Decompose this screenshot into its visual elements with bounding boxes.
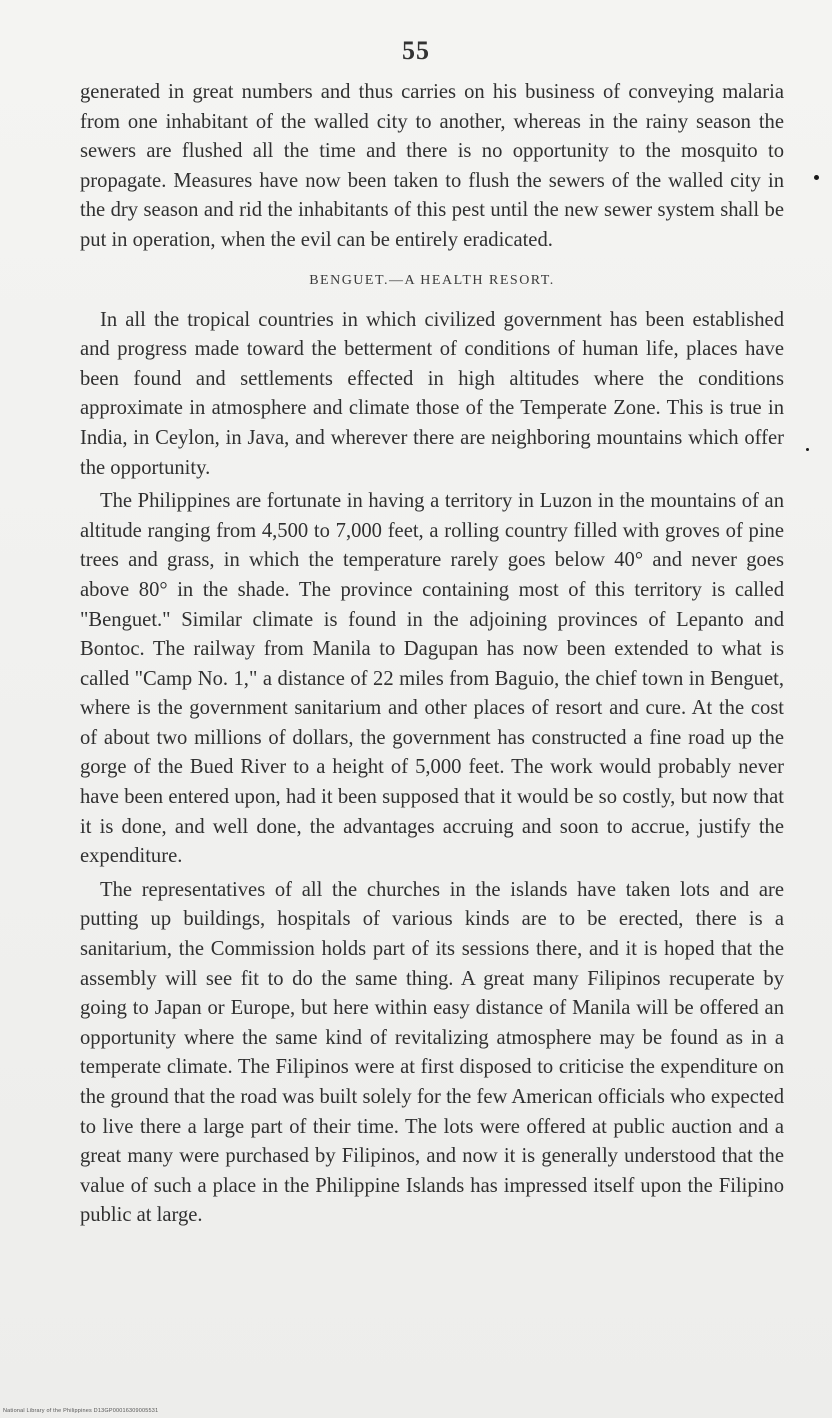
scan-credit-footer: National Library of the Philippines D13GP00016309005531 — [3, 1408, 159, 1414]
paragraph-malaria: generated in great numbers and thus carries on his business of conveying malaria from one inhabitant of the walled city to another, whereas in the rainy season the sewers are flushed all the time and there is no opportunity to the mosquito to propagate. Measures have now been taken to flush the sewers of the walled city in the dry season and rid the inhabitants of this pest until the new sewer system shall be put in operation, when the evil can be entirely eradicated. — [80, 81, 784, 251]
paragraph-churches-filipinos: The representatives of all the churches in the islands have taken lots and are putting up buildings, hospitals of various kinds are to be erected, there is a sanitarium, the Commission holds part of its sessions there, and it is hoped that the assembly will see fit to do the same thing. A great many Filipinos recuperate by going to Japan or Europe, but here within easy distance of Manila will be offered an opportunity where the same kind of revitalizing atmosphere may be found as in a temperate climate. The Filipinos were at first disposed to criticise the expenditure on the ground that the road was built solely for the few American officials who expected to live there a large part of their time. The lots were offered at public auction and a great many were purchased by Filipinos, and now it is generally understood that the value of such a place in the Philippine Islands has impressed itself upon the Filipino public at large. — [80, 878, 784, 1227]
page-body — [80, 78, 784, 1231]
margin-ink-dot — [806, 448, 809, 451]
paragraph-philippines-benguet: The Philippines are fortunate in having a territory in Luzon in the mountains of an altitude ranging from 4,500 to 7,000 feet, a rolling country filled with groves of pine trees and grass, in which the temperature rarely goes below 40° and never goes above 80° in the shade. The province containing most of this territory is called "Benguet." Similar climate is found in the adjoining provinces of Lepanto and Bontoc. The railway from Manila to Dagupan has now been extended to what is called "Camp No. 1," a distance of 22 miles from Baguio, the chief town in Benguet, where is the government sanitarium and other places of resort and cure. At the cost of about two millions of dollars, the government has constructed a fine road up the gorge of the Bued River to a height of 5,000 feet. The work would probably never have been entered upon, had it been supposed that it would be so costly, but now that it is done, and well done, the advantages accruing and soon to accrue, justify the expenditure. — [80, 490, 784, 868]
paragraph-tropical-countries: In all the tropical countries in which civilized government has been established and progress made toward the betterment of conditions of human life, places have been found and settlements effected in high altitudes where the conditions approximate in atmosphere and climate those of the Temperate Zone. This is true in India, in Ceylon, in Java, and wherever there are neighboring mountains which offer the opportunity. — [80, 308, 784, 479]
section-heading: BENGUET.—A HEALTH RESORT. — [309, 272, 555, 288]
page-number: 55 — [402, 36, 430, 65]
margin-ink-dot — [814, 175, 819, 180]
